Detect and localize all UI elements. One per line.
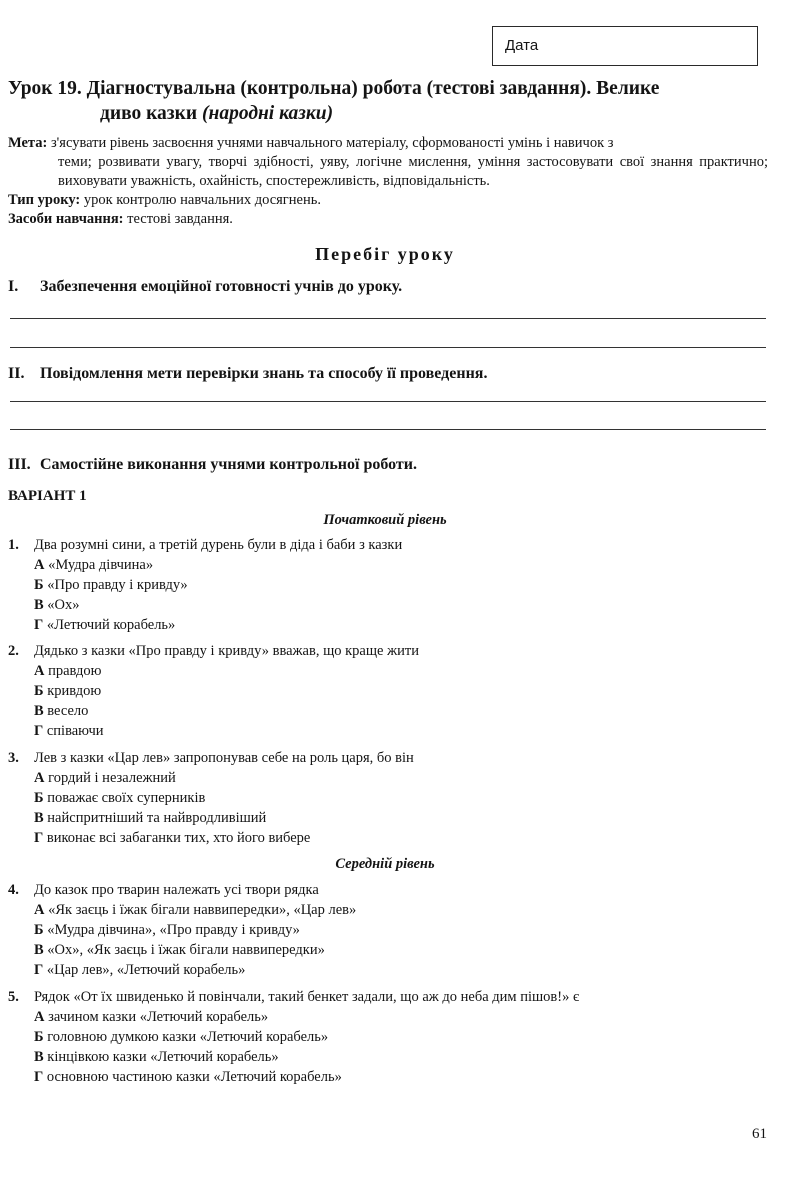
answer-letter: Б <box>34 790 44 806</box>
answer-text: «Про правду і кривду» <box>43 577 188 593</box>
answer-letter: Б <box>34 683 44 699</box>
answer-letter: А <box>34 902 45 918</box>
lesson-title-sub <box>8 101 770 126</box>
question-4 <box>8 880 768 980</box>
answer-option[interactable] <box>8 595 768 615</box>
answer-text: найспритніший та найвродливіший <box>43 810 267 826</box>
answer-list <box>8 768 768 848</box>
answer-text: співаючи <box>43 723 104 739</box>
answer-text: «Як заєць і їжак бігали наввипередки», «Цар лев» <box>44 902 357 918</box>
answer-text: «Мудра дівчина», «Про правду і кривду» <box>43 922 300 938</box>
answer-text: «Ох», «Як заєць і їжак бігали наввипередки» <box>43 942 325 958</box>
section-2 <box>8 365 768 383</box>
answer-text: гордий і незалежний <box>44 770 176 786</box>
answer-line-4[interactable] <box>10 429 766 430</box>
answer-option[interactable] <box>8 900 768 920</box>
answer-text: правдою <box>44 663 102 679</box>
answer-option[interactable] <box>8 768 768 788</box>
question-1 <box>8 535 768 635</box>
answer-text: кривдою <box>43 683 102 699</box>
answer-letter: В <box>34 810 44 826</box>
answer-letter: В <box>34 597 44 613</box>
answer-text: «Мудра дівчина» <box>44 557 154 573</box>
question-text: До казок про тварин належать усі твори рядка <box>34 882 319 898</box>
answer-option[interactable] <box>8 960 768 980</box>
answer-option[interactable] <box>8 615 768 635</box>
answer-letter: Г <box>34 830 44 846</box>
answer-line-3[interactable] <box>10 401 766 402</box>
variant-heading: ВАРІАНТ 1 <box>8 488 87 504</box>
section-2-title: Повідомлення мети перевірки знань та способу її проведення. <box>40 365 488 382</box>
answer-list <box>8 555 768 635</box>
question-number: 4. <box>8 882 19 898</box>
lesson-title-sub-plain: диво казки <box>100 103 202 124</box>
answer-text: основною частиною казки «Летючий корабель» <box>43 1069 342 1085</box>
answer-option[interactable] <box>8 788 768 808</box>
section-2-num: II. <box>8 365 25 382</box>
question-3 <box>8 748 768 848</box>
answer-letter: В <box>34 1049 44 1065</box>
progress-title: Перебіг уроку <box>315 244 455 264</box>
question-number: 1. <box>8 537 19 553</box>
goal-label: Мета: <box>8 135 48 151</box>
lesson-title <box>8 76 770 126</box>
goal-line1: з'ясувати рівень засвоєння учнями навчального матеріалу, сформованості умінь і навичок з <box>47 135 614 151</box>
question-number: 3. <box>8 750 19 766</box>
answer-letter: А <box>34 1009 45 1025</box>
answer-option[interactable] <box>8 661 768 681</box>
answer-letter: Б <box>34 1029 44 1045</box>
date-label: Дата <box>505 37 539 54</box>
question-text: Два розумні сини, а третій дурень були в діда і баби з казки <box>34 537 403 553</box>
answer-option[interactable] <box>8 681 768 701</box>
answer-letter: А <box>34 557 45 573</box>
question-number: 5. <box>8 989 19 1005</box>
question-text: Дядько з казки «Про правду і кривду» вважав, що краще жити <box>34 643 419 659</box>
section-3-num: III. <box>8 456 31 473</box>
section-3-title: Самостійне виконання учнями контрольної роботи. <box>40 456 418 473</box>
answer-option[interactable] <box>8 920 768 940</box>
answer-list <box>8 1007 768 1087</box>
answer-text: виконає всі забаганки тих, хто його вибере <box>43 830 311 846</box>
answer-letter: Г <box>34 723 44 739</box>
section-1-num: I. <box>8 278 19 295</box>
tools-label: Засоби навчання: <box>8 211 124 227</box>
answer-option[interactable] <box>8 1067 768 1087</box>
answer-option[interactable] <box>8 1027 768 1047</box>
question-5 <box>8 987 768 1087</box>
answer-text: головною думкою казки «Летючий корабель» <box>43 1029 329 1045</box>
date-field[interactable] <box>492 26 758 66</box>
answer-letter: Г <box>34 1069 44 1085</box>
answer-option[interactable] <box>8 555 768 575</box>
type-value: урок контролю навчальних досягнень. <box>80 192 321 208</box>
type-label: Тип уроку: <box>8 192 81 208</box>
answer-option[interactable] <box>8 701 768 721</box>
answer-option[interactable] <box>8 575 768 595</box>
answer-letter: Б <box>34 922 44 938</box>
answer-text: «Летючий корабель» <box>43 617 176 633</box>
answer-text: «Ох» <box>43 597 80 613</box>
answer-option[interactable] <box>8 828 768 848</box>
level-initial: Початковий рівень <box>323 512 447 528</box>
page-number: 61 <box>752 1126 767 1142</box>
answer-text: «Цар лев», «Летючий корабель» <box>43 962 246 978</box>
level-middle: Середній рівень <box>335 856 435 872</box>
answer-list <box>8 661 768 741</box>
answer-option[interactable] <box>8 1007 768 1027</box>
answer-option[interactable] <box>8 808 768 828</box>
answer-letter: В <box>34 942 44 958</box>
answer-line-2[interactable] <box>10 347 766 348</box>
lesson-title-sub-italic: (народні казки) <box>202 103 334 124</box>
answer-option[interactable] <box>8 1047 768 1067</box>
answer-letter: А <box>34 663 45 679</box>
answer-letter: В <box>34 703 44 719</box>
question-2 <box>8 641 768 741</box>
answer-text: поважає своїх суперників <box>43 790 206 806</box>
answer-text: весело <box>43 703 89 719</box>
answer-letter: А <box>34 770 45 786</box>
answer-option[interactable] <box>8 721 768 741</box>
section-3 <box>8 456 768 474</box>
question-number: 2. <box>8 643 19 659</box>
section-1-title: Забезпечення емоційної готовності учнів до уроку. <box>40 278 403 295</box>
answer-letter: Г <box>34 617 44 633</box>
answer-text: зачином казки «Летючий корабель» <box>44 1009 269 1025</box>
answer-line-1[interactable] <box>10 318 766 319</box>
lesson-title-main: Урок 19. Діагностувальна (контрольна) робота (тестові завдання). Велике <box>8 78 660 99</box>
answer-option[interactable] <box>8 940 768 960</box>
answer-letter: Б <box>34 577 44 593</box>
lesson-type <box>8 191 768 210</box>
answer-text: кінцівкою казки «Летючий корабель» <box>43 1049 279 1065</box>
lesson-tools <box>8 210 768 229</box>
question-text: Лев з казки «Цар лев» запропонував себе на роль царя, бо він <box>34 750 414 766</box>
goal-rest: теми; розвивати увагу, творчі здібності, уяву, логічне мислення, уміння застосовувати свої знання практично; виховувати уважність, охайність, спостережливість, відповідальність. <box>58 154 768 189</box>
section-1 <box>8 278 768 296</box>
answer-list <box>8 900 768 980</box>
lesson-meta <box>8 134 768 229</box>
question-text: Рядок «От їх швиденько й повінчали, такий бенкет задали, що аж до неба дим пішов!» є <box>34 989 580 1005</box>
answer-letter: Г <box>34 962 44 978</box>
tools-value: тестові завдання. <box>123 211 233 227</box>
lesson-goal <box>8 134 768 191</box>
